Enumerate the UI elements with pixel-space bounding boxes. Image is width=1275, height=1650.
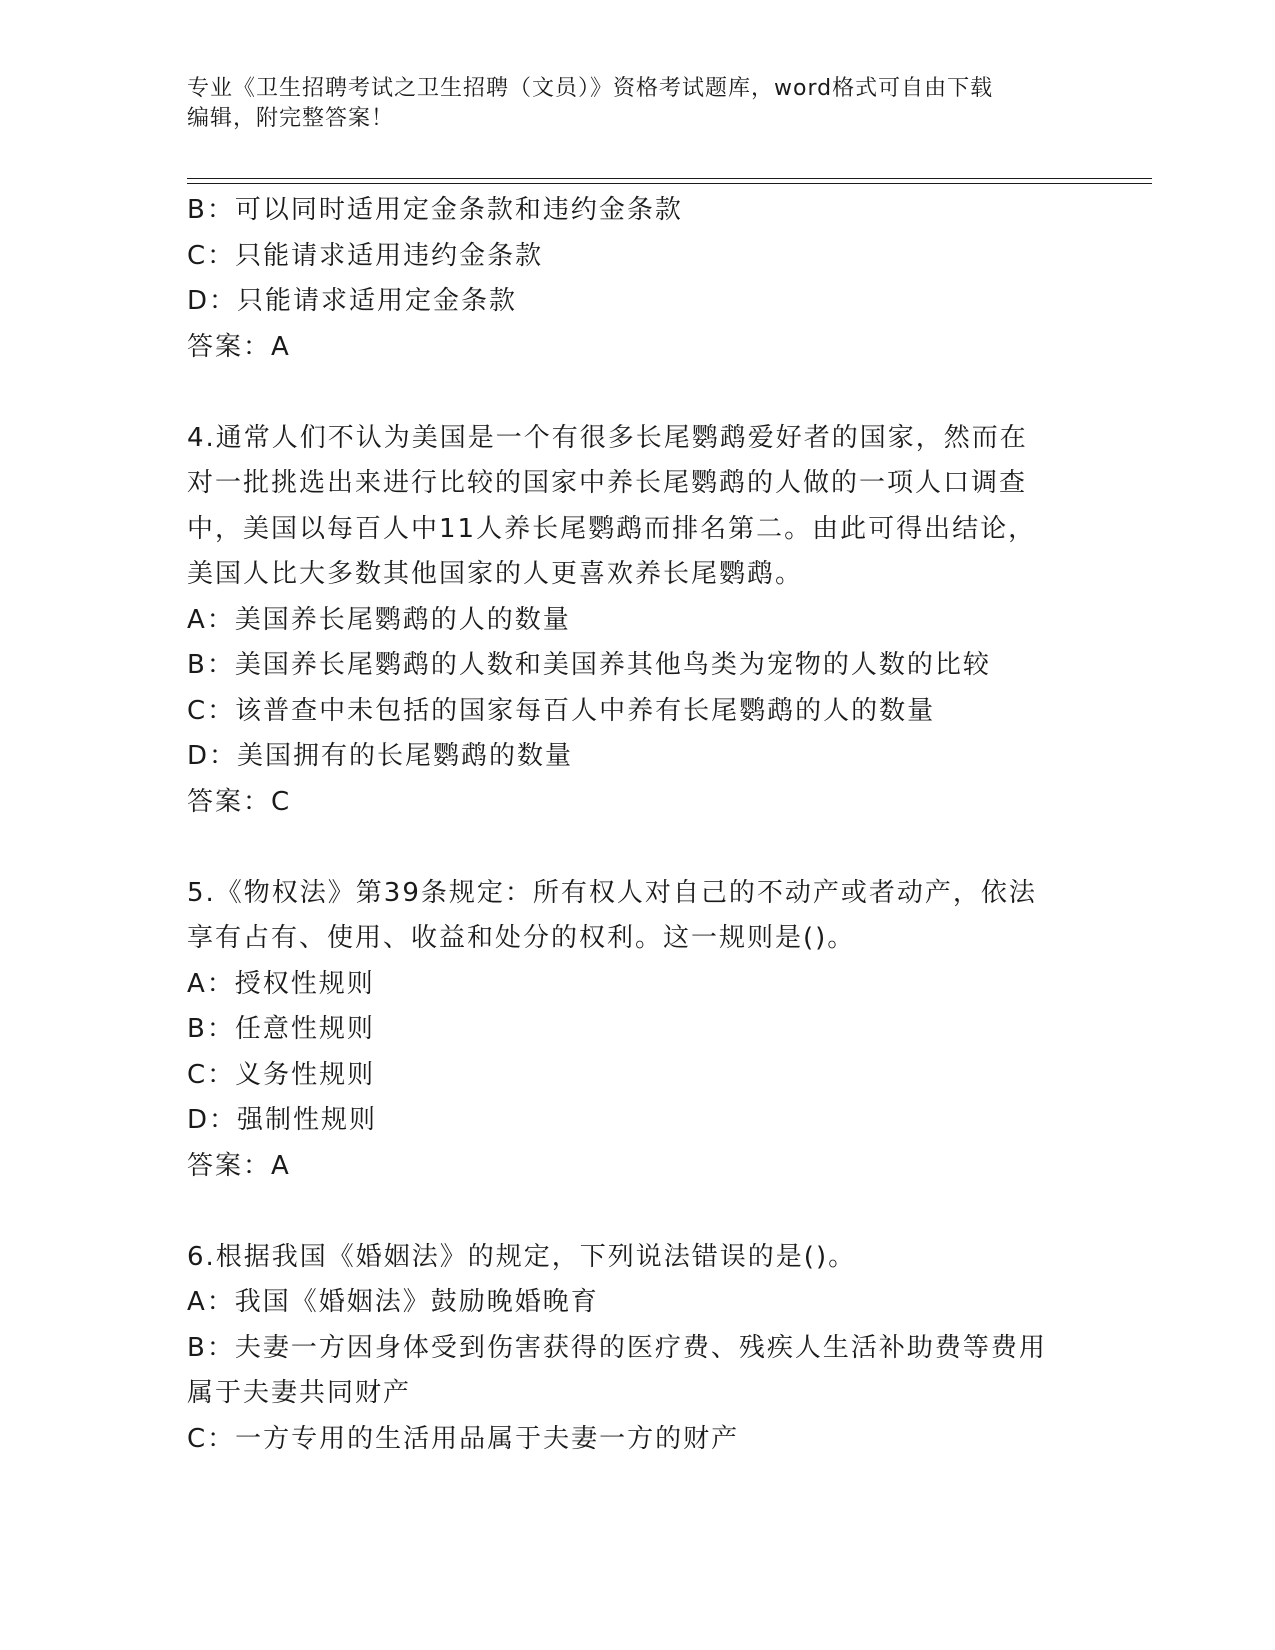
option-a: A：我国《婚姻法》鼓励晚婚晚育 [187, 1287, 599, 1317]
option-b: B：任意性规则 [187, 1014, 375, 1044]
header-rule-bottom [187, 183, 1152, 184]
question-text-line: 4.通常人们不认为美国是一个有很多长尾鹦鹉爱好者的国家，然而在 [187, 422, 1028, 453]
option-c: C：义务性规则 [187, 1059, 376, 1090]
header-line-2: 编辑，附完整答案！ [187, 106, 395, 131]
spacer [187, 825, 1087, 871]
answer: 答案：C [187, 786, 292, 817]
question-text-line: 美国人比大多数其他国家的人更喜欢养长尾鹦鹉。 [187, 559, 804, 589]
option-b: B：美国养长尾鹦鹉的人数和美国养其他鸟类为宠物的人数的比较 [187, 650, 991, 680]
option-b: B：可以同时适用定金条款和违约金条款 [187, 195, 683, 225]
question-text-line: 享有占有、使用、收益和处分的权利。这一规则是()。 [187, 923, 856, 953]
option-c: C：该普查中未包括的国家每百人中养有长尾鹦鹉的人的数量 [187, 695, 936, 726]
question-text-line: 中，美国以每百人中11人养长尾鹦鹉而排名第二。由此可得出结论， [187, 513, 1037, 544]
option-a: A：美国养长尾鹦鹉的人的数量 [187, 604, 571, 635]
answer: 答案：A [187, 331, 291, 362]
option-a: A：授权性规则 [187, 968, 375, 999]
question-text-line: 5.《物权法》第39条规定：所有权人对自己的不动产或者动产，依法 [187, 877, 1037, 908]
question-5 [187, 871, 1087, 1190]
question-6 [187, 1235, 1087, 1463]
option-d: D：只能请求适用定金条款 [187, 286, 518, 316]
document-body [187, 188, 1087, 1462]
spacer [187, 1189, 1087, 1235]
question-text-line: 6.根据我国《婚姻法》的规定，下列说法错误的是()。 [187, 1241, 857, 1272]
spacer [187, 370, 1087, 416]
question-text-line: 对一批挑选出来进行比较的国家中养长尾鹦鹉的人做的一项人口调查 [187, 468, 1028, 498]
option-c: C：一方专用的生活用品属于夫妻一方的财产 [187, 1423, 740, 1454]
header-rule-top [187, 178, 1152, 179]
option-d: D：强制性规则 [187, 1105, 378, 1135]
header-line-1: 专业《卫生招聘考试之卫生招聘（文员）》资格考试题库，word格式可自由下载 [187, 76, 994, 101]
option-b: B：夫妻一方因身体受到伤害获得的医疗费、残疾人生活补助费等费用 [187, 1332, 1047, 1363]
document-header [187, 74, 1087, 134]
option-d: D：美国拥有的长尾鹦鹉的数量 [187, 741, 574, 771]
answer: 答案：A [187, 1150, 291, 1181]
option-c: C：只能请求适用违约金条款 [187, 240, 544, 271]
option-b-continued: 属于夫妻共同财产 [187, 1378, 412, 1408]
question-3-continued [187, 188, 1087, 370]
question-4 [187, 416, 1087, 826]
